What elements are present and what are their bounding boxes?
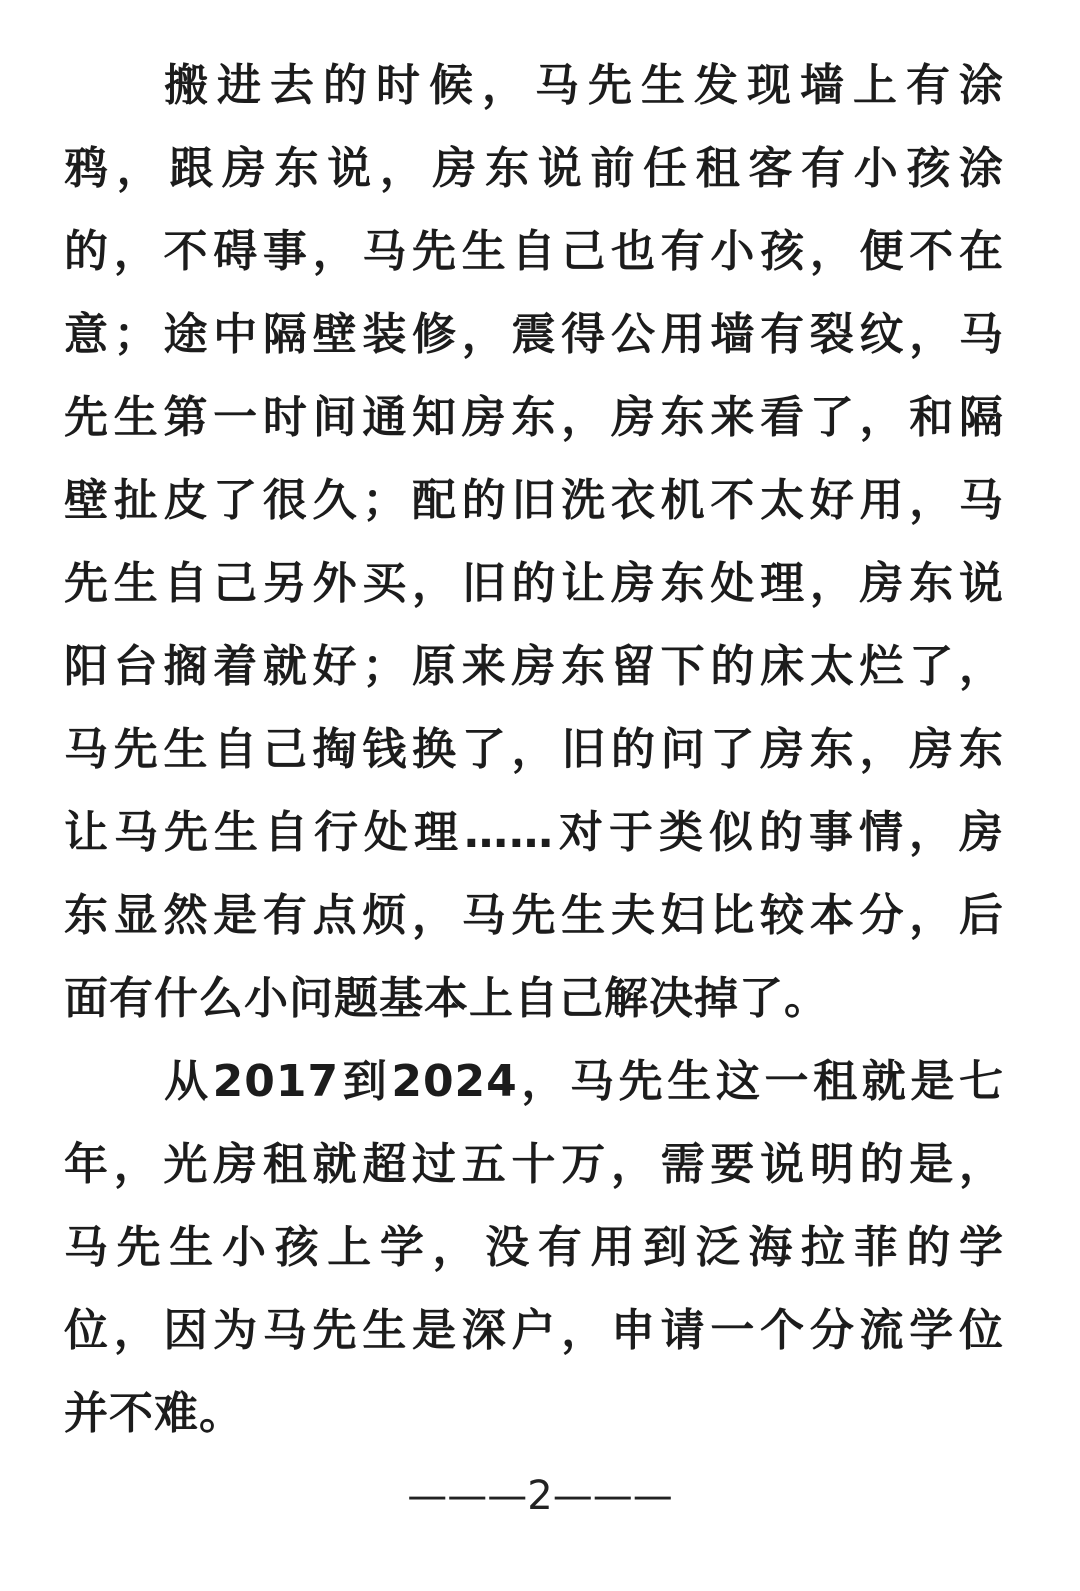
paragraph-2	[64, 1040, 1004, 1455]
paragraph-line: 鸦，跟房东说，房东说前任租客有小孩涂	[64, 143, 1004, 194]
paragraph-line: 从2017到2024，马先生这一租就是七	[164, 1056, 1004, 1107]
paragraph-line: 的，不碍事，马先生自己也有小孩，便不在	[64, 226, 1004, 277]
paragraph-line: 先生第一时间通知房东，房东来看了，和隔	[64, 392, 1004, 443]
paragraph-line: 位，因为马先生是深户，申请一个分流学位	[64, 1305, 1004, 1356]
paragraph-line: 并不难。	[64, 1388, 244, 1439]
paragraph-line: 东显然是有点烦，马先生夫妇比较本分，后	[64, 890, 1004, 941]
paragraph-line: 先生自己另外买，旧的让房东处理，房东说	[64, 558, 1004, 609]
paragraph-line: 意；途中隔壁装修，震得公用墙有裂纹，马	[64, 309, 1004, 360]
paragraph-line: 壁扯皮了很久；配的旧洗衣机不太好用，马	[64, 475, 1004, 526]
paragraph-line: 马先生自己掏钱换了，旧的问了房东，房东	[64, 724, 1004, 775]
paragraph-line: 面有什么小问题基本上自己解决掉了。	[64, 973, 829, 1024]
article-body	[64, 44, 1004, 1455]
paragraph-line: 年，光房租就超过五十万，需要说明的是，	[64, 1139, 1004, 1190]
paragraph-line: 阳台搁着就好；原来房东留下的床太烂了，	[64, 641, 1004, 692]
page-number-divider: ———2———	[407, 1473, 673, 1519]
paragraph-line: 马先生小孩上学，没有用到泛海拉菲的学	[64, 1222, 1004, 1273]
paragraph-1	[64, 44, 1004, 1040]
paragraph-line: 搬进去的时候，马先生发现墙上有涂	[164, 60, 1004, 111]
paragraph-line: 让马先生自行处理……对于类似的事情，房	[64, 807, 1004, 858]
